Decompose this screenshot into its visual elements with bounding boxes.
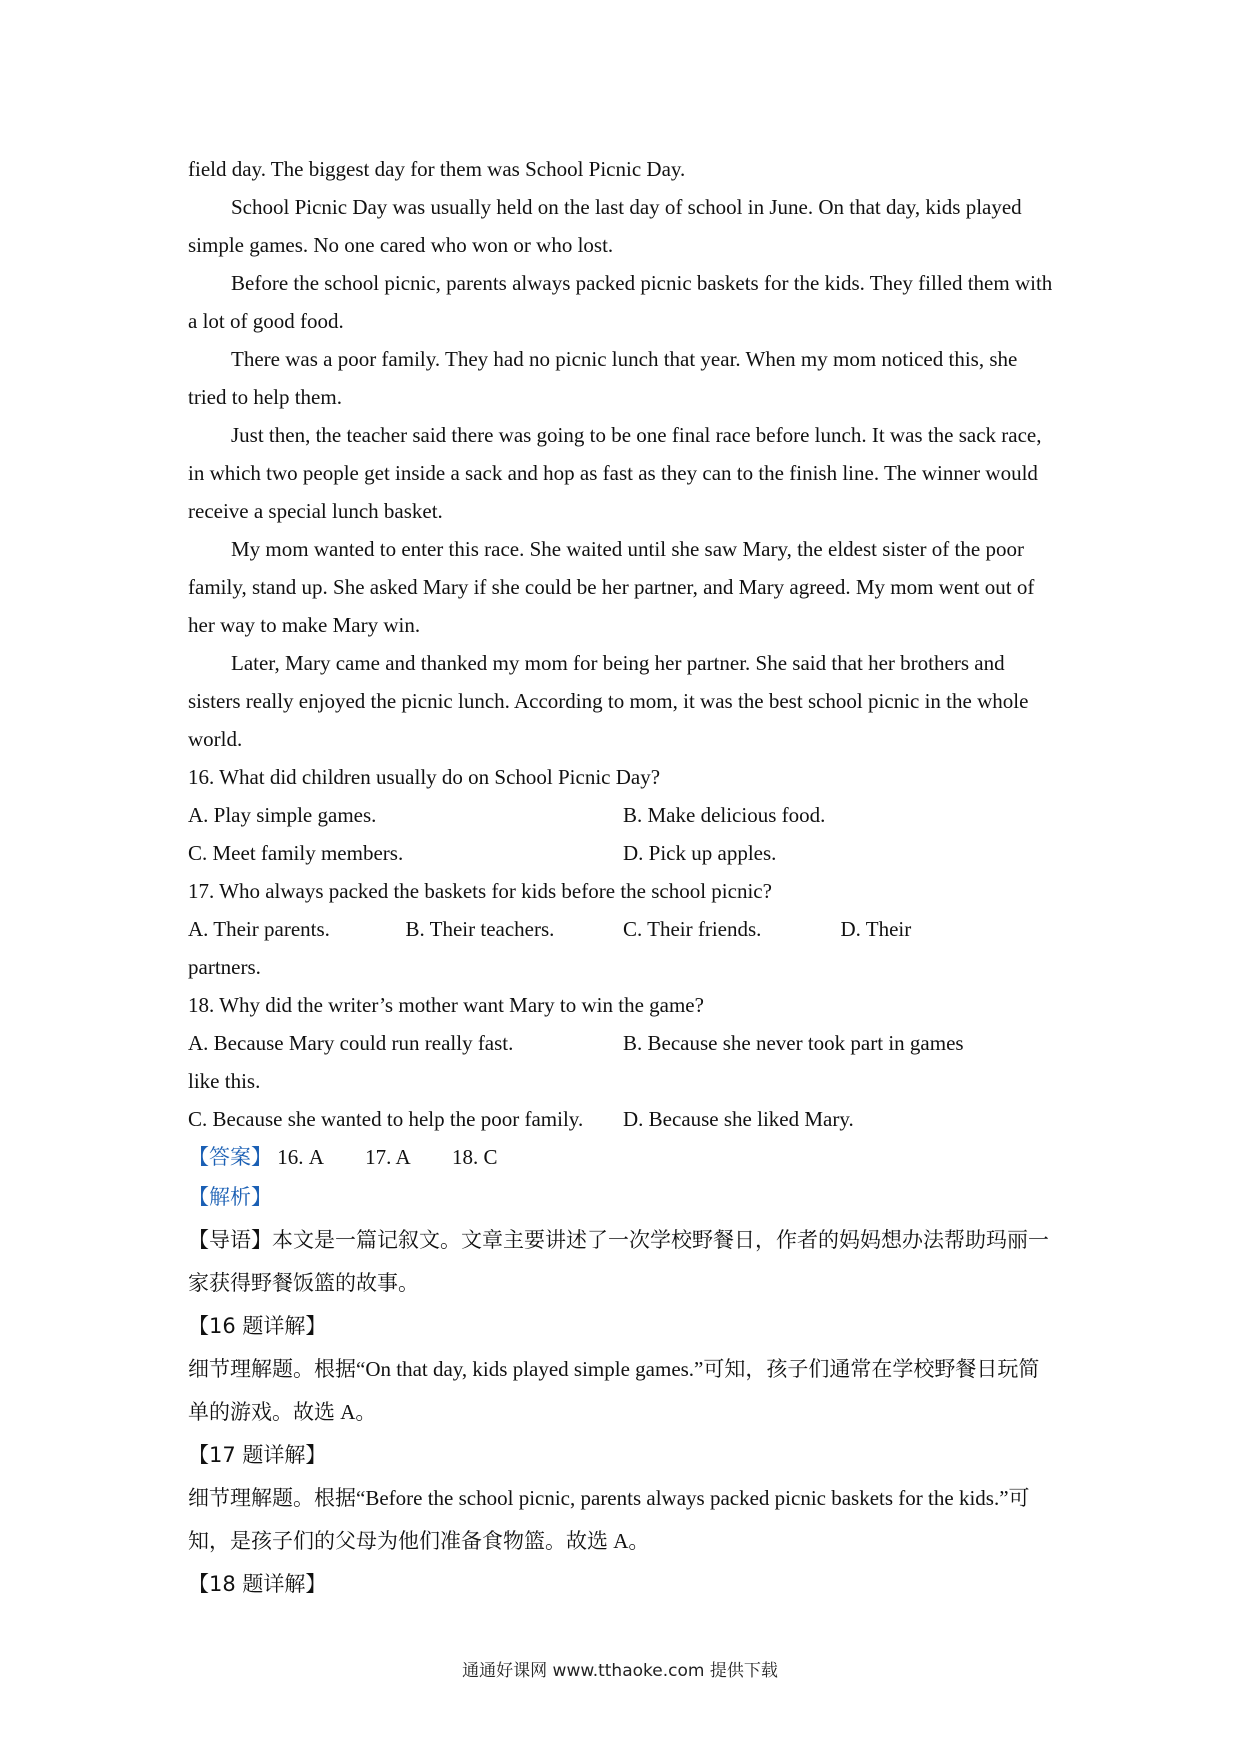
question-17-options-row <box>188 910 1058 948</box>
question-16-option-c: C. Meet family members. <box>188 841 404 865</box>
passage-paragraph-6: My mom wanted to enter this race. She waited until she saw Mary, the eldest sister of the poor family, stand up. She asked Mary if she could be her partner, and Mary agreed. My mom went out of her way to make Mary win. <box>188 537 1035 637</box>
page-footer: 通通好课网 www.tthaoke.com 提供下载 <box>462 1661 778 1681</box>
question-17-option-d: D. Their <box>840 917 912 941</box>
question-16-options-row-1 <box>188 796 1058 834</box>
question-17-option-c: C. Their friends. <box>623 917 762 941</box>
question-18-option-b-continuation: like this. <box>188 1069 261 1093</box>
question-18-option-d: D. Because she liked Mary. <box>623 1107 854 1131</box>
question-18-options-row-1 <box>188 1024 1058 1062</box>
question-18-options-row-2 <box>188 1100 1058 1138</box>
question-17-option-d-continuation: partners. <box>188 955 261 979</box>
detail-16-text: 细节理解题。根据“On that day, kids played simple games.”可知，孩子们通常在学校野餐日玩简单的游戏。故选 A。 <box>188 1357 1040 1424</box>
passage-paragraph-7: Later, Mary came and thanked my mom for being her partner. She said that her brothers and sisters really enjoyed the picnic lunch. According to mom, it was the best school picnic in the whole world. <box>188 651 1029 751</box>
passage-paragraph-1: field day. The biggest day for them was School Picnic Day. <box>188 157 686 181</box>
question-17-option-b: B. Their teachers. <box>405 917 555 941</box>
passage-paragraph-5: Just then, the teacher said there was going to be one final race before lunch. It was the sack race, in which two people get inside a sack and hop as fast as they can to the finish line. The winner would receive a special lunch basket. <box>188 423 1042 523</box>
question-16-options-row-2 <box>188 834 1058 872</box>
intro-text: 本文是一篇记叙文。文章主要讲述了一次学校野餐日，作者的妈妈想办法帮助玛丽一家获得野餐饭篮的故事。 <box>188 1228 1049 1295</box>
question-18-option-a: A. Because Mary could run really fast. <box>188 1031 514 1055</box>
answer-17: 17. A <box>365 1145 411 1169</box>
intro-paragraph <box>188 1219 1058 1305</box>
passage-paragraph-4: There was a poor family. They had no picnic lunch that year. When my mom noticed this, she tried to help them. <box>188 347 1018 409</box>
question-18-stem: 18. Why did the writer’s mother want Mary to win the game? <box>188 993 704 1017</box>
analysis-label: 【解析】 <box>188 1185 272 1209</box>
document-page <box>188 150 1058 1606</box>
answer-label: 【答案】 <box>188 1145 272 1169</box>
detail-18-label: 【18 题详解】 <box>188 1572 327 1596</box>
detail-17-label: 【17 题详解】 <box>188 1443 327 1467</box>
answer-line <box>188 1138 1058 1176</box>
detail-16-label: 【16 题详解】 <box>188 1314 327 1338</box>
passage-paragraph-3: Before the school picnic, parents always packed picnic baskets for the kids. They filled them with a lot of good food. <box>188 271 1053 333</box>
question-18-option-b: B. Because she never took part in games <box>623 1031 964 1055</box>
question-16-option-b: B. Make delicious food. <box>623 803 826 827</box>
question-16-option-d: D. Pick up apples. <box>623 841 777 865</box>
question-16-stem: 16. What did children usually do on School Picnic Day? <box>188 765 661 789</box>
question-17-option-a: A. Their parents. <box>188 917 330 941</box>
answer-18: 18. C <box>451 1145 498 1169</box>
intro-label: 【导语】 <box>188 1228 272 1252</box>
question-18-option-c: C. Because she wanted to help the poor family. <box>188 1107 584 1131</box>
passage-paragraph-2: School Picnic Day was usually held on the last day of school in June. On that day, kids played simple games. No one cared who won or who lost. <box>188 195 1022 257</box>
question-16-option-a: A. Play simple games. <box>188 803 377 827</box>
question-17-stem: 17. Who always packed the baskets for kids before the school picnic? <box>188 879 772 903</box>
answer-16: 16. A <box>277 1145 324 1169</box>
detail-17-text: 细节理解题。根据“Before the school picnic, parents always packed picnic baskets for the kids.”可知，是孩子们的父母为他们准备食物篮。故选 A。 <box>188 1486 1030 1553</box>
